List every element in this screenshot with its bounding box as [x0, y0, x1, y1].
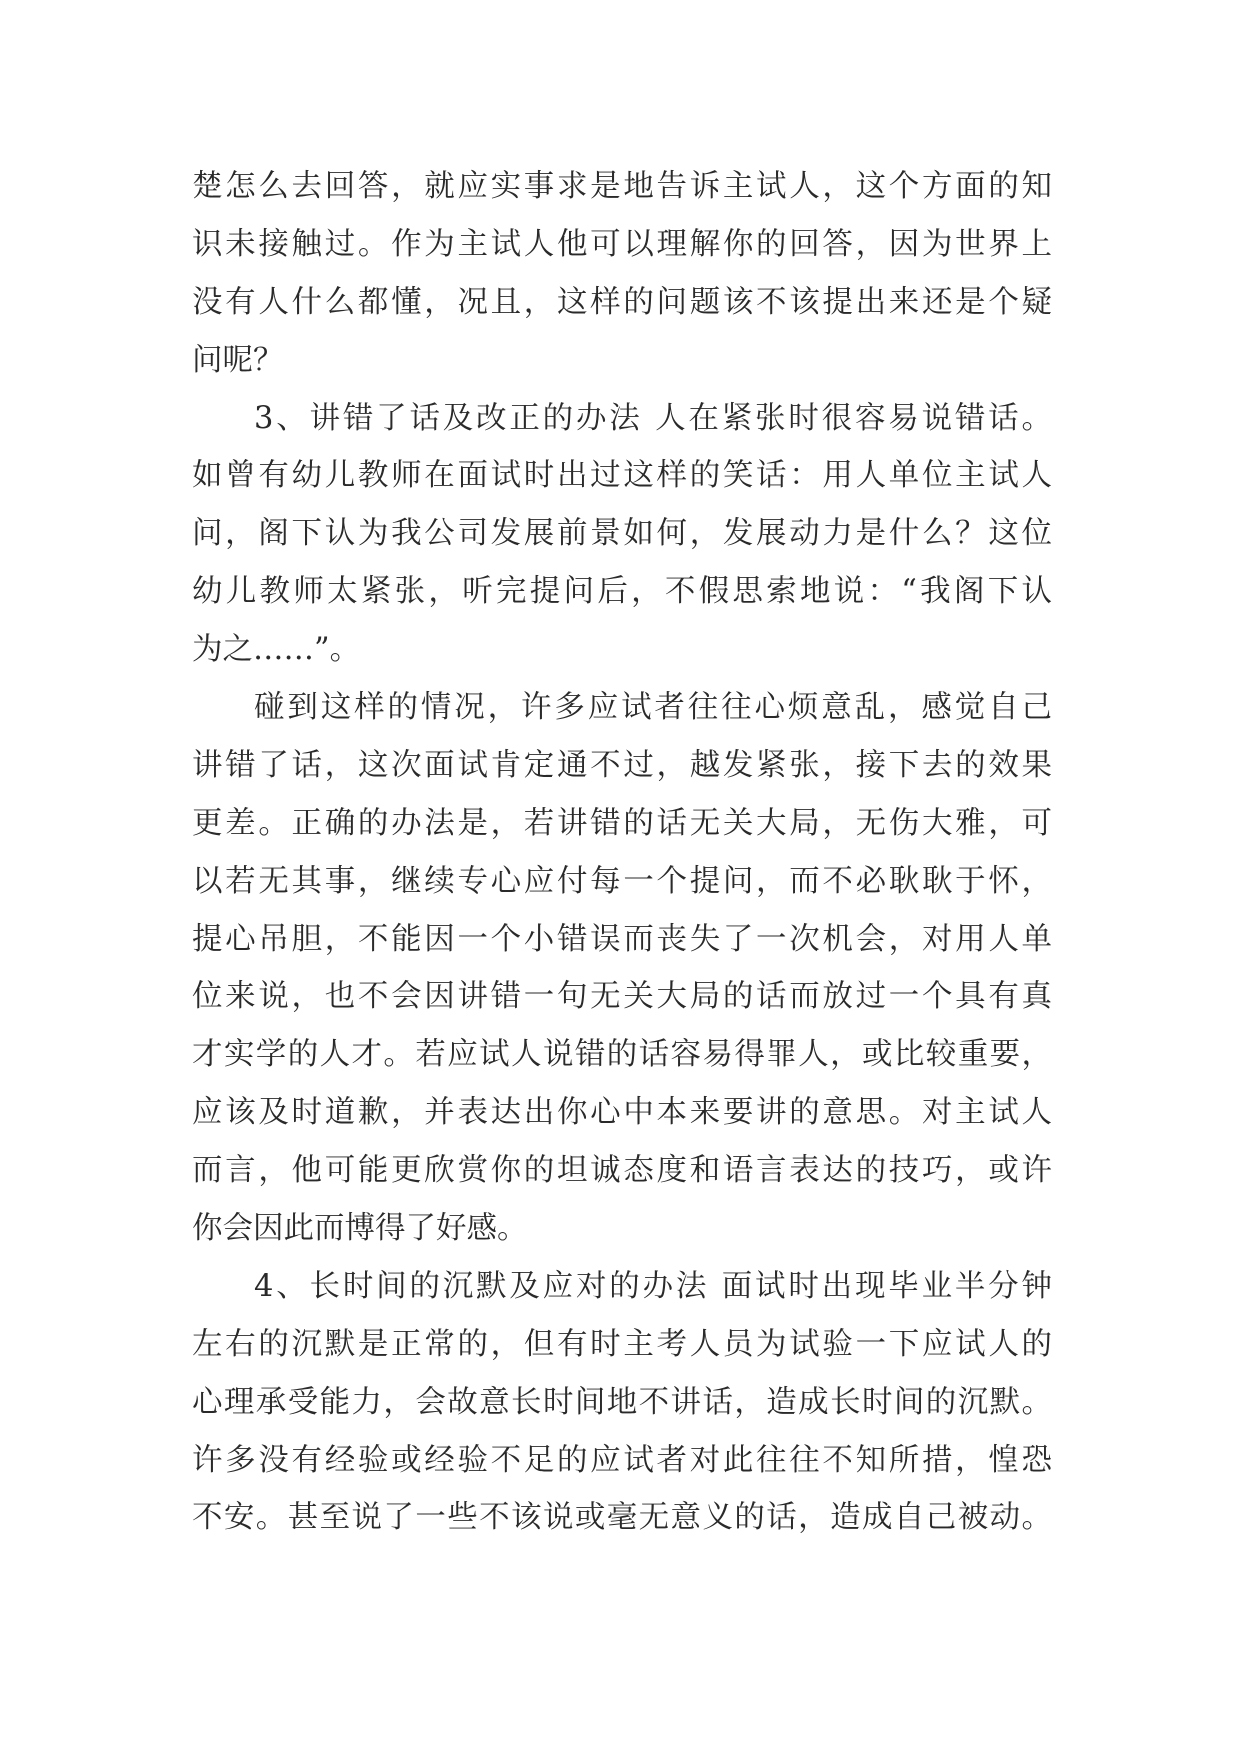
text-line: 才实学的人才。若应试人说错的话容易得罪人，或比较重要， [192, 1037, 1052, 1073]
text-line: 而言，他可能更欣赏你的坦诚态度和语言表达的技巧，或许 [192, 1153, 1052, 1189]
text-line: 提心吊胆，不能因一个小错误而丧失了一次机会，对用人单 [192, 921, 1052, 957]
text-line: 如曾有幼儿教师在面试时出过这样的笑话：用人单位主试人 [192, 458, 1052, 494]
text-line: 更差。正确的办法是，若讲错的话无关大局，无伤大雅，可 [192, 805, 1052, 841]
text-line: 幼儿教师太紧张，听完提问后，不假思索地说：“我阁下认 [192, 574, 1052, 610]
text-line: 问呢？ [192, 342, 284, 378]
text-line: 讲错了话，这次面试肯定通不过，越发紧张，接下去的效果 [192, 747, 1052, 783]
text-line: 位来说，也不会因讲错一句无关大局的话而放过一个具有真 [192, 979, 1052, 1015]
text-line: 没有人什么都懂，况且，这样的问题该不该提出来还是个疑 [192, 284, 1052, 320]
text-line: 楚怎么去回答，就应实事求是地告诉主试人，这个方面的知 [192, 169, 1052, 204]
text-line: 许多没有经验或经验不足的应试者对此往往不知所措，惶恐 [192, 1442, 1052, 1478]
section-heading-line: 4、长时间的沉默及应对的办法 面试时出现毕业半分钟 [254, 1268, 1052, 1304]
paragraph-first-line: 碰到这样的情况，许多应试者往往心烦意乱，感觉自己 [254, 690, 1052, 726]
text-line: 识未接触过。作为主试人他可以理解你的回答，因为世界上 [192, 226, 1052, 262]
text-line: 不安。甚至说了一些不该说或毫无意义的话，造成自己被动。 [192, 1500, 1052, 1536]
text-line: 心理承受能力，会故意长时间地不讲话，造成长时间的沉默。 [192, 1384, 1052, 1420]
text-line: 为之……”。 [192, 632, 361, 668]
text-line: 你会因此而博得了好感。 [192, 1211, 528, 1247]
text-line: 应该及时道歉，并表达出你心中本来要讲的意思。对主试人 [192, 1095, 1052, 1131]
text-line: 左右的沉默是正常的，但有时主考人员为试验一下应试人的 [192, 1326, 1052, 1362]
text-line: 问，阁下认为我公司发展前景如何，发展动力是什么？这位 [192, 516, 1052, 552]
body-text [192, 158, 1052, 1547]
section-heading-line: 3、讲错了话及改正的办法 人在紧张时很容易说错话。 [254, 400, 1052, 436]
text-line: 以若无其事，继续专心应付每一个提问，而不必耿耿于怀， [192, 863, 1052, 899]
